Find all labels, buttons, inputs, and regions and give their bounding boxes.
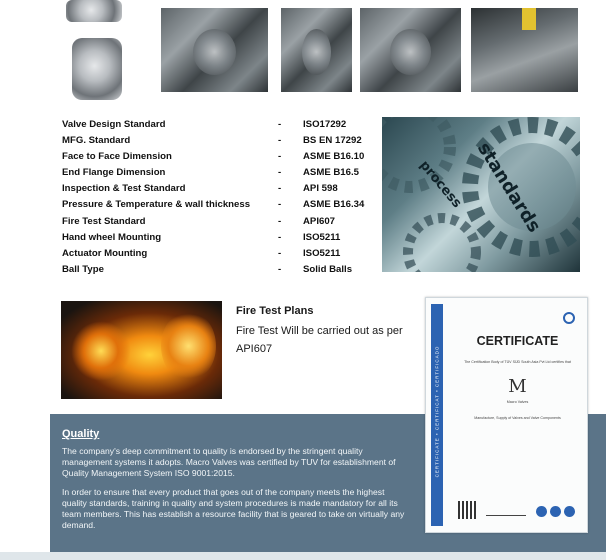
certificate-scope: Manufacture, Supply of Valves and Valve Components	[474, 416, 561, 420]
spec-dash: -	[278, 215, 282, 227]
spec-row	[62, 262, 372, 278]
spec-value: ISO17292	[303, 119, 347, 130]
certificate-title: CERTIFICATE	[476, 334, 559, 348]
spec-label: MFG. Standard	[62, 135, 131, 147]
spec-label: Pressure & Temperature & wall thickness	[62, 199, 251, 211]
spec-label: Fire Test Standard	[62, 215, 146, 227]
qr-code-icon	[458, 501, 476, 519]
spec-value: ASME B16.10	[303, 151, 365, 163]
spec-label: End Flange Dimension	[62, 167, 166, 179]
spec-value: ASME B16.34	[303, 199, 365, 211]
spec-row	[62, 117, 372, 133]
spec-row	[62, 133, 372, 149]
spec-label: Hand wheel Mounting	[62, 231, 162, 243]
gear-icon	[382, 117, 580, 272]
iso-certificate-image	[425, 297, 588, 533]
spec-label: Inspection & Test Standard	[62, 183, 186, 195]
certificate-company: Macro Valves	[506, 400, 529, 404]
spec-row	[62, 181, 372, 197]
valve-photo-4	[471, 8, 578, 92]
spec-row	[62, 197, 372, 213]
spec-dash: -	[278, 135, 282, 147]
certificate-side-strip	[431, 304, 443, 526]
spec-value: BS EN 17292	[303, 135, 362, 147]
gear-word-process: process	[416, 157, 465, 212]
spec-label: Valve Design Standard	[62, 119, 166, 130]
spec-dash: -	[278, 167, 282, 179]
spec-row	[62, 230, 372, 246]
spec-value: ISO5211	[303, 247, 341, 259]
tuv-logo-icon	[563, 312, 575, 324]
quality-paragraph-1: The company's deep commitment to quality is endorsed by the stringent quality management systems it adopts. Macro Valves was certified by TUV for establishment of Quality Management System ISO 9001:2015.	[62, 446, 396, 478]
valve-photo-2	[281, 8, 352, 92]
spec-label: Actuator Mounting	[62, 247, 148, 259]
spec-value: API607	[303, 215, 335, 227]
fire-test-photo	[61, 301, 222, 399]
spec-value: Solid Balls	[303, 263, 353, 275]
spec-dash: -	[278, 231, 282, 243]
spec-row	[62, 149, 372, 165]
spec-label: Face to Face Dimension	[62, 151, 172, 163]
spec-value: ISO5211	[303, 231, 341, 243]
spec-dash: -	[278, 247, 282, 259]
spec-value: API 598	[303, 183, 338, 195]
spec-dash: -	[278, 151, 282, 163]
fire-test-title: Fire Test Plans	[236, 305, 314, 317]
valve-photo-1	[161, 8, 268, 92]
accreditation-badge-icon	[564, 506, 575, 517]
spec-label: Ball Type	[62, 263, 104, 275]
spec-row	[62, 165, 372, 181]
standards-process-gears-image	[382, 117, 580, 272]
spec-dash: -	[278, 119, 282, 130]
valve-photo-3	[360, 8, 461, 92]
quality-title: Quality	[62, 428, 100, 440]
fire-test-text: Fire Test Will be carried out as per API607	[236, 325, 403, 355]
spec-dash: -	[278, 183, 282, 195]
spec-dash: -	[278, 199, 282, 211]
spec-row	[62, 214, 372, 230]
accreditation-badge-icon	[550, 506, 561, 517]
quality-paragraph-2: In order to ensure that every product that goes out of the company meets the highest quality standards, training in quality and system procedures is made mandatory for all its team members. This has establish a resource facility that is geared to take on virtually any demand.	[62, 487, 405, 530]
gear-word-standards: standards	[473, 138, 545, 237]
spec-row	[62, 246, 372, 262]
spec-value: ASME B16.5	[303, 167, 359, 179]
bottom-bar	[0, 552, 606, 560]
spec-table	[62, 117, 372, 278]
valve-photo-trunnion	[72, 38, 122, 100]
certificate-company-logo: M	[508, 376, 527, 397]
spec-dash: -	[278, 263, 282, 275]
certificate-strip-text: CERTIFICATE • CERTIFICAT • CERTIFICADO	[434, 345, 440, 478]
valve-photo-top-left	[66, 0, 122, 22]
accreditation-badge-icon	[536, 506, 547, 517]
certificate-intro: The Certification Body of TÜV SÜD South Asia Pvt Ltd certifies that	[464, 360, 571, 364]
signature	[486, 504, 526, 516]
